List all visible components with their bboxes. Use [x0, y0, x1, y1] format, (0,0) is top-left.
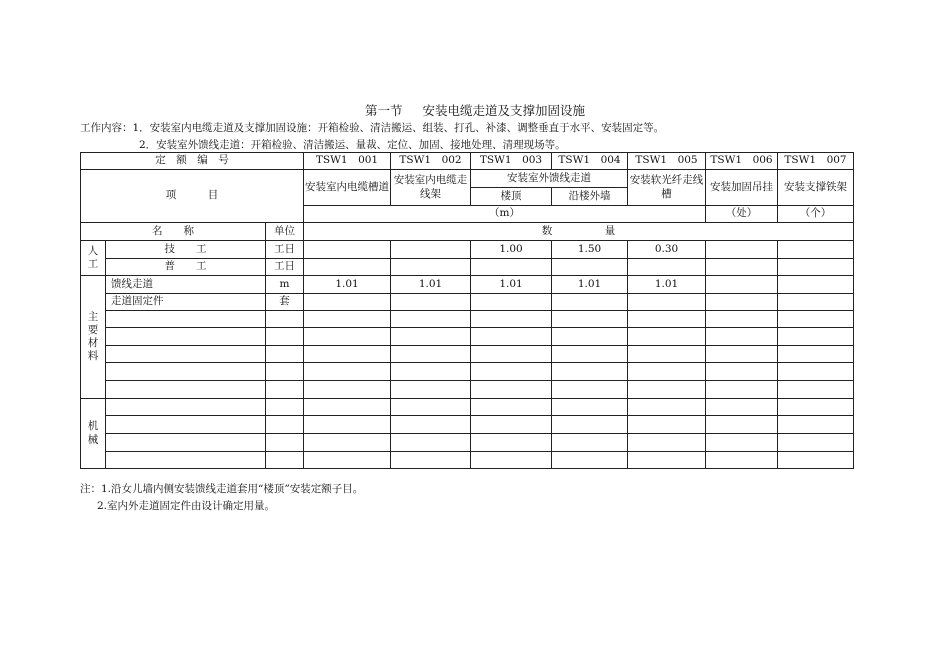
table-row	[81, 241, 854, 259]
note-2: 2.室内外走道固定件由设计确定用量。	[97, 500, 276, 512]
value-cell	[391, 259, 471, 276]
value-cell	[391, 294, 471, 311]
labor-group-label: 人 工	[81, 241, 106, 276]
table-row	[81, 294, 854, 311]
value-cell	[304, 259, 391, 276]
note-1: 注：1.沿女儿墙内侧安装馈线走道套用“楼顶”安装定额子目。	[80, 483, 364, 495]
value-cell	[391, 241, 471, 259]
value-cell	[471, 259, 552, 276]
value-cell: 0.30	[628, 241, 706, 259]
value-cell	[552, 259, 628, 276]
section-name: 安装电缆走道及支撑加固设施	[422, 103, 585, 118]
item-indoor-tray: 安装室内电缆槽道	[304, 170, 391, 206]
item-roof: 楼顶	[471, 188, 552, 206]
code-005: TSW1 005	[628, 153, 706, 170]
code-007: TSW1 007	[778, 153, 854, 170]
empty-row	[81, 399, 854, 416]
quota-table	[80, 152, 854, 469]
value-cell	[304, 294, 391, 311]
code-001: TSW1 001	[304, 153, 391, 170]
section-number: 第一节	[364, 103, 403, 118]
value-cell: 1.01	[391, 276, 471, 294]
labor-name: 技 工	[106, 241, 266, 259]
machinery-group-label: 机 械	[81, 399, 106, 469]
value-cell: 1.01	[552, 276, 628, 294]
item-row-1	[81, 170, 854, 188]
empty-row	[81, 311, 854, 328]
column-header-row	[81, 223, 854, 241]
item-outdoor-feeder: 安装室外馈线走道	[471, 170, 628, 188]
value-cell: 1.50	[552, 241, 628, 259]
empty-row	[81, 381, 854, 399]
value-cell: 1.00	[471, 241, 552, 259]
item-indoor-rack: 安装室内电缆走线架	[391, 170, 471, 206]
labor-name: 普 工	[106, 259, 266, 276]
work-content-line-1: 工作内容：1．安装室内电缆走道及支撑加固设施：开箱检验、清洁搬运、组装、打孔、补漆、调整垂直于水平、安装固定等。	[80, 122, 665, 134]
labor-unit: 工日	[266, 259, 304, 276]
value-cell	[778, 241, 854, 259]
section-title	[0, 101, 950, 119]
value-cell: 1.01	[628, 276, 706, 294]
empty-row	[81, 346, 854, 363]
unit-piece: （个）	[778, 206, 854, 223]
name-header: 名 称	[81, 223, 266, 241]
materials-group-label: 主 要 材 料	[81, 276, 106, 399]
empty-row	[81, 452, 854, 469]
material-name: 馈线走道	[106, 276, 266, 294]
unit-m: （m）	[304, 206, 706, 223]
empty-row	[81, 328, 854, 346]
value-cell: 1.01	[471, 276, 552, 294]
item-along-wall: 沿楼外墙	[552, 188, 628, 206]
table-row	[81, 259, 854, 276]
value-cell	[706, 294, 778, 311]
unit-header: 单位	[266, 223, 304, 241]
empty-row	[81, 363, 854, 381]
value-cell	[778, 276, 854, 294]
empty-row	[81, 416, 854, 434]
value-cell	[552, 294, 628, 311]
value-cell	[706, 241, 778, 259]
code-header: 定 额 编 号	[81, 153, 304, 170]
value-cell	[304, 241, 391, 259]
empty-row	[81, 434, 854, 452]
code-004: TSW1 004	[552, 153, 628, 170]
item-hanger: 安装加固吊挂	[706, 170, 778, 206]
material-name: 走道固定件	[106, 294, 266, 311]
quantity-header: 数 量	[304, 223, 854, 241]
value-cell	[628, 294, 706, 311]
code-003: TSW1 003	[471, 153, 552, 170]
material-unit: m	[266, 276, 304, 294]
value-cell	[471, 294, 552, 311]
unit-place: （处）	[706, 206, 778, 223]
value-cell: 1.01	[304, 276, 391, 294]
table-row	[81, 276, 854, 294]
labor-unit: 工日	[266, 241, 304, 259]
value-cell	[778, 294, 854, 311]
value-cell	[778, 259, 854, 276]
code-002: TSW1 002	[391, 153, 471, 170]
value-cell	[628, 259, 706, 276]
material-unit: 套	[266, 294, 304, 311]
value-cell	[706, 259, 778, 276]
value-cell	[706, 276, 778, 294]
code-row	[81, 153, 854, 170]
item-header: 项 目	[81, 170, 304, 223]
work-content-line-2: 2．安装室外馈线走道：开箱检验、清洁搬运、量裁、定位、加固、接地处理、清理现场等。	[139, 139, 566, 151]
item-bracket: 安装支撑铁架	[778, 170, 854, 206]
code-006: TSW1 006	[706, 153, 778, 170]
item-fiber-tray: 安装软光纤走线槽	[628, 170, 706, 206]
